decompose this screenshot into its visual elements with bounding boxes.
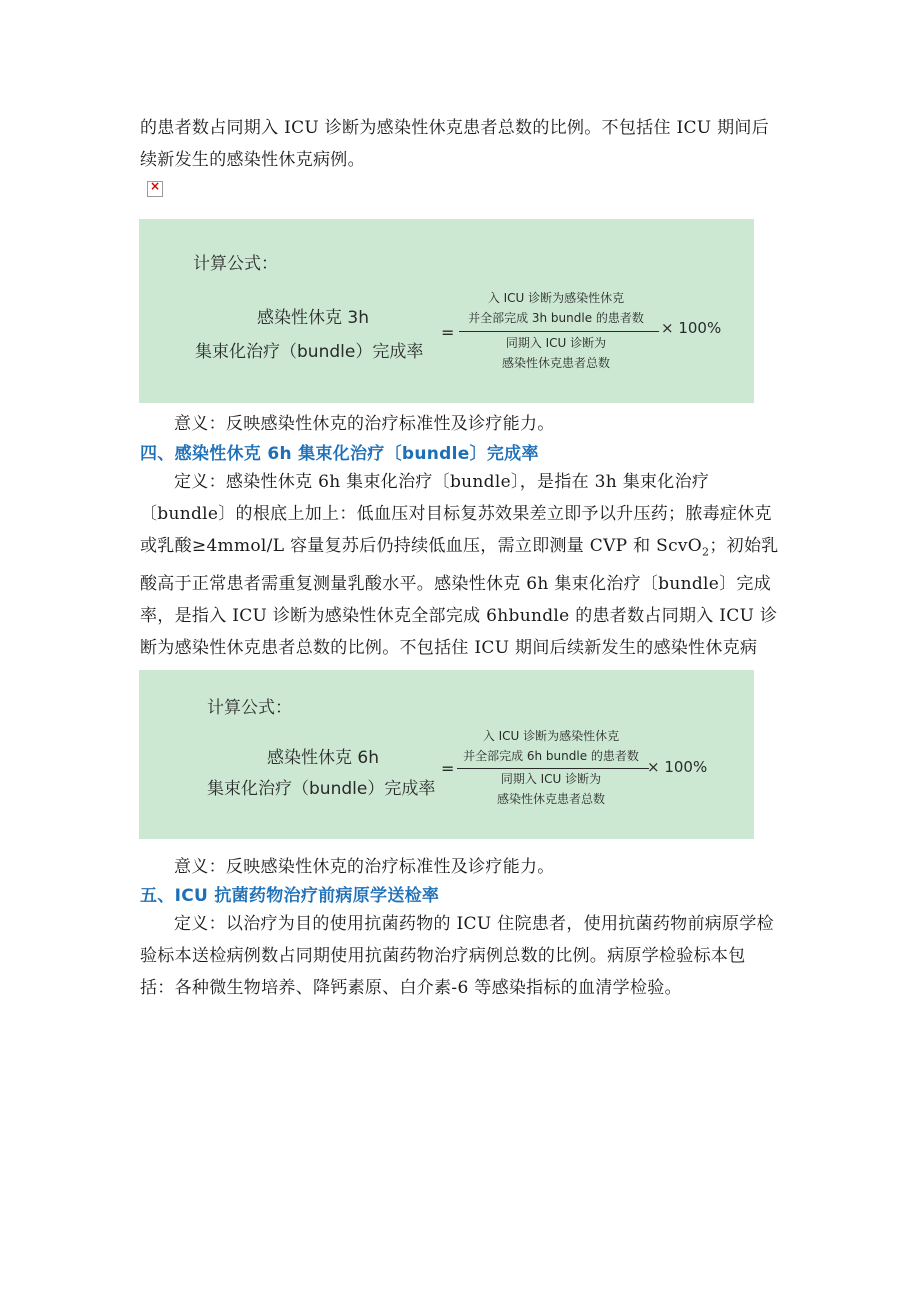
denominator-line1: 同期入 ICU 诊断为 <box>500 772 602 786</box>
definition-part2: ；初始乳酸高于正常患者需重复测量乳酸水平。感染性休克 6h 集束化治疗〔bundle〕完成率，是指入 ICU 诊断为感染性休克全部完成 6hbundle 的患者数占同期入 ICU 诊断为感染性休克患者总数的比例。不包括住 ICU 期间后续新发生的感染性休克病 <box>140 536 779 659</box>
formula-multiplier: × 100% <box>647 758 708 776</box>
formula-denominator <box>451 769 651 809</box>
definition-subscript: 2 <box>702 545 710 559</box>
formula-box-3h <box>139 219 754 403</box>
formula-lhs-line1: 感染性休克 6h <box>267 748 379 768</box>
section-4-definition <box>140 466 780 696</box>
section-4-heading: 四、感染性休克 6h 集束化治疗〔bundle〕完成率 <box>140 444 539 464</box>
definition-part1: 定义：感染性休克 6h 集束化治疗〔bundle〕，是指在 3h 集束化治疗〔bundle〕的根底上加上：低血压对目标复苏效果差立即予以升压药；脓毒症休克或乳酸≥4mmol/L 容量复苏后仍持续低血压，需立即测量 CVP 和 ScvO <box>140 472 772 556</box>
numerator-line1: 入 ICU 诊断为感染性休克 <box>487 291 625 305</box>
formula-equals: = <box>441 323 455 342</box>
numerator-line1: 入 ICU 诊断为感染性休克 <box>482 729 620 743</box>
formula-lhs-line2: 集束化治疗（bundle）完成率 <box>195 342 424 362</box>
formula-box-6h <box>139 670 754 839</box>
formula-lhs-line1: 感染性休克 3h <box>257 308 369 328</box>
numerator-line2: 并全部完成 3h bundle 的患者数 <box>468 311 644 325</box>
formula-equals: = <box>441 759 455 778</box>
numerator-line2: 并全部完成 6h bundle 的患者数 <box>463 749 639 763</box>
section-5-heading: 五、ICU 抗菌药物治疗前病原学送检率 <box>140 886 440 906</box>
formula-denominator <box>456 333 656 373</box>
section-5-definition: 定义：以治疗为目的使用抗菌药物的 ICU 住院患者，使用抗菌药物前病原学检验标本送检病例数占同期使用抗菌药物治疗病例总数的比例。病原学检验标本包括：各种微生物培养、降钙素原、白介素-6 等感染指标的血清学检验。 <box>140 914 774 998</box>
denominator-line1: 同期入 ICU 诊断为 <box>505 336 607 350</box>
meaning-6h: 意义：反映感染性休克的治疗标准性及诊疗能力。 <box>174 857 555 877</box>
formula-multiplier: × 100% <box>661 319 722 337</box>
formula-lhs-line2: 集束化治疗（bundle）完成率 <box>207 779 436 799</box>
formula-numerator <box>451 726 651 766</box>
fraction-bar <box>459 331 659 332</box>
denominator-line2: 感染性休克患者总数 <box>496 792 605 806</box>
formula-calc-label: 计算公式： <box>193 254 278 274</box>
denominator-line2: 感染性休克患者总数 <box>501 356 610 370</box>
formula-calc-label: 计算公式： <box>207 698 292 718</box>
meaning-3h: 意义：反映感染性休克的治疗标准性及诊疗能力。 <box>174 414 555 434</box>
intro-paragraph: 的患者数占同期入 ICU 诊断为感染性休克患者总数的比例。不包括住 ICU 期间后续新发生的感染性休克病例。 <box>140 118 770 170</box>
broken-image-icon: × <box>147 181 163 197</box>
formula-numerator <box>456 288 656 328</box>
